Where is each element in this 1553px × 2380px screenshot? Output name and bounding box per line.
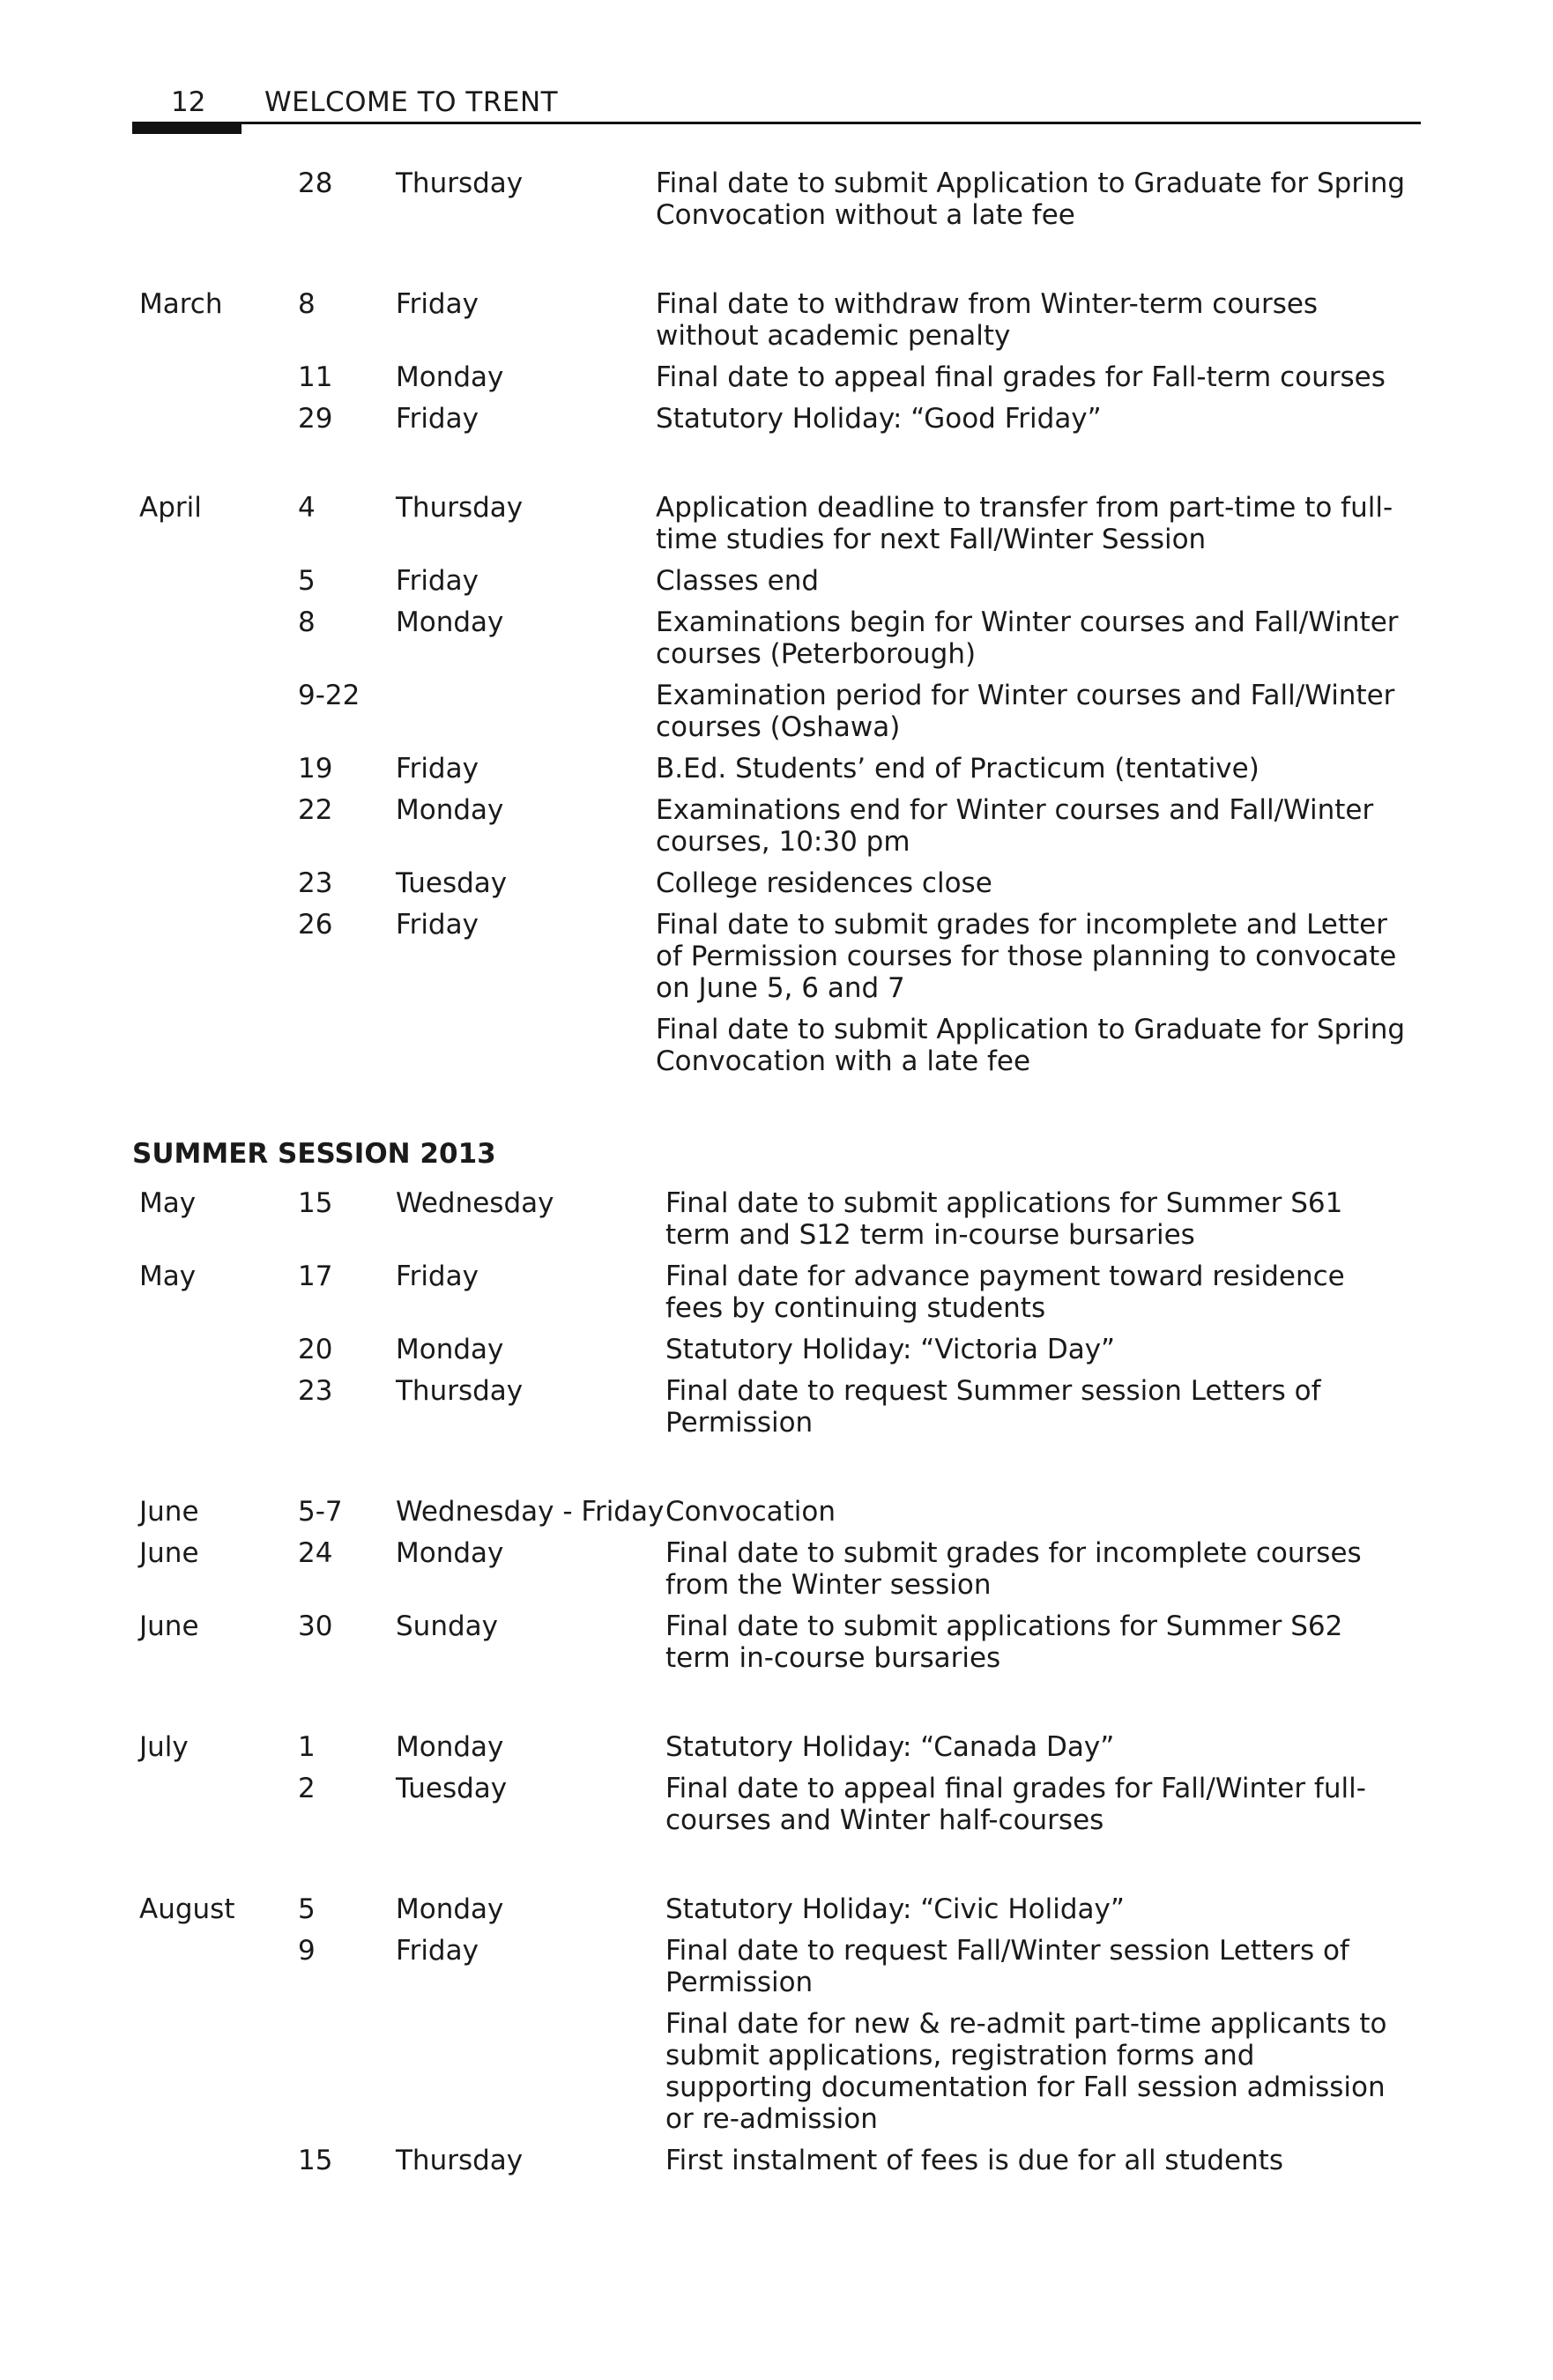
date-day: 11 [298,361,333,393]
date-day: 2 [298,1773,316,1804]
date-month: August [139,1893,235,1925]
date-month: April [139,492,202,524]
date-month [132,1014,298,1077]
date-month: March [139,288,223,320]
date-day: 23 [298,867,333,899]
date-day: 4 [298,492,316,524]
date-description: Final date to appeal final grades for Fall/Winter full-courses and Winter half-courses [665,1773,1366,1836]
date-row [132,403,1428,444]
date-row [132,753,1428,794]
date-month [132,167,298,231]
date-row [132,492,1428,565]
date-description: Final date to submit Application to Graduate for Spring Convocation with a late fee [656,1014,1406,1077]
date-row [132,680,1428,753]
date-weekday: Thursday [396,1375,524,1407]
date-month [132,753,298,785]
date-day: 9 [298,1935,316,1967]
date-weekday: Monday [396,1893,504,1925]
date-row [132,794,1428,867]
date-weekday: Thursday [396,167,524,199]
date-weekday: Monday [396,606,504,638]
date-row [132,1334,1428,1375]
date-weekday: Tuesday [396,1773,508,1804]
date-weekday: Friday [396,909,479,941]
date-day: 5-7 [298,1496,343,1528]
date-weekday: Tuesday [396,867,508,899]
date-month [132,680,298,743]
date-weekday [396,2008,665,2135]
date-row [132,2008,1428,2145]
summer-dates-table [132,1187,1428,2186]
date-row [132,167,1428,241]
date-weekday: Sunday [396,1610,498,1642]
date-month [132,403,298,435]
date-month: May [139,1187,197,1219]
date-day: 26 [298,909,333,941]
date-description: Final date to withdraw from Winter-term courses without academic penalty [656,288,1319,352]
date-weekday: Friday [396,288,479,320]
date-month [132,606,298,670]
date-description: College residences close [656,867,992,899]
date-description: Convocation [665,1496,836,1528]
date-month [132,2008,298,2135]
date-weekday [396,1014,656,1077]
date-month: June [139,1610,199,1642]
date-day: 5 [298,565,316,597]
running-title: WELCOME TO TRENT [264,86,559,118]
date-day: 8 [298,288,316,320]
date-month: June [139,1496,199,1528]
date-row [132,1014,1428,1087]
date-day: 24 [298,1537,333,1569]
date-weekday: Monday [396,794,504,826]
date-weekday: Wednesday [396,1187,554,1219]
date-day: 15 [298,1187,333,1219]
date-day: 17 [298,1261,333,1292]
date-weekday: Thursday [396,2145,524,2176]
date-description: Final date for new & re-admit part-time applicants to submit applications, registration forms and supporting documentation for Fall session admission or re-admission [665,2008,1387,2135]
header-rule-accent [132,123,241,134]
date-day: 23 [298,1375,333,1407]
date-month [132,2145,298,2176]
date-row [132,1537,1428,1610]
date-row [132,1496,1428,1537]
date-description: Final date to request Fall/Winter session Letters of Permission [665,1935,1349,1998]
date-description: Final date to submit applications for Summer S62 term in-course bursaries [665,1610,1343,1674]
date-description: Final date to submit grades for incomplete and Letter of Permission courses for those planning to convocate on June 5, 6 and 7 [656,909,1397,1004]
date-day: 22 [298,794,333,826]
date-weekday: Friday [396,753,479,785]
date-description: Statutory Holiday: “Civic Holiday” [665,1893,1125,1925]
date-description: Examinations end for Winter courses and Fall/Winter courses, 10:30 pm [656,794,1374,858]
date-description: Application deadline to transfer from part-time to full-time studies for next Fall/Winter Session [656,492,1393,555]
date-month [132,565,298,597]
date-month [132,361,298,393]
date-weekday: Monday [396,1731,504,1763]
date-description: Final date to submit Application to Graduate for Spring Convocation without a late fee [656,167,1406,231]
date-row [132,1375,1428,1448]
date-row [132,1935,1428,2008]
date-day: 29 [298,403,333,435]
date-row [132,1261,1428,1334]
section-heading: SUMMER SESSION 2013 [132,1138,496,1170]
date-row [132,606,1428,680]
date-row [132,565,1428,606]
date-description: Examination period for Winter courses and Fall/Winter courses (Oshawa) [656,680,1395,743]
date-row [132,288,1428,361]
page-number: 12 [171,86,206,118]
date-row [132,909,1428,1014]
date-description: Final date to appeal final grades for Fall-term courses [656,361,1386,393]
date-day: 30 [298,1610,333,1642]
date-weekday [396,680,656,743]
date-day: 5 [298,1893,316,1925]
date-row [132,867,1428,909]
date-month [132,1773,298,1836]
date-weekday: Monday [396,1537,504,1569]
date-description: Classes end [656,565,820,597]
date-day: 1 [298,1731,316,1763]
date-description: Statutory Holiday: “Victoria Day” [665,1334,1116,1365]
date-description: Final date to request Summer session Letters of Permission [665,1375,1321,1439]
date-weekday: Thursday [396,492,524,524]
date-row [132,361,1428,403]
date-weekday: Monday [396,361,504,393]
date-month: July [139,1731,189,1763]
date-weekday: Friday [396,1935,479,1967]
date-description: B.Ed. Students’ end of Practicum (tentative) [656,753,1259,785]
date-month [132,794,298,858]
date-description: First instalment of fees is due for all students [665,2145,1284,2176]
date-month: May [139,1261,197,1292]
page-header [132,0,1421,132]
date-row [132,1773,1428,1846]
calendar-content [132,167,1428,2186]
date-month [132,1375,298,1439]
date-weekday: Monday [396,1334,504,1365]
date-day: 19 [298,753,333,785]
date-description: Statutory Holiday: “Canada Day” [665,1731,1115,1763]
date-weekday: Wednesday - Friday [396,1496,665,1528]
date-row [132,2145,1428,2186]
date-description: Final date for advance payment toward residence fees by continuing students [665,1261,1345,1324]
date-day [298,1014,396,1077]
date-month [132,867,298,899]
date-weekday: Friday [396,403,479,435]
date-day [298,2008,396,2135]
date-day: 15 [298,2145,333,2176]
date-day: 8 [298,606,316,638]
date-day: 28 [298,167,333,199]
date-description: Examinations begin for Winter courses and Fall/Winter courses (Peterborough) [656,606,1399,670]
date-month [132,1334,298,1365]
date-row [132,1610,1428,1684]
header-rule [132,122,1421,124]
date-day: 9-22 [298,680,360,711]
date-row [132,1731,1428,1773]
date-weekday: Friday [396,1261,479,1292]
date-description: Final date to submit grades for incomplete courses from the Winter session [665,1537,1362,1601]
winter-dates-table [132,167,1428,1087]
date-month: June [139,1537,199,1569]
date-description: Statutory Holiday: “Good Friday” [656,403,1102,435]
date-row [132,1893,1428,1935]
date-description: Final date to submit applications for Summer S61 term and S12 term in-course bursaries [665,1187,1343,1251]
date-month [132,1935,298,1998]
date-month [132,909,298,1004]
date-row [132,1187,1428,1261]
date-day: 20 [298,1334,333,1365]
date-weekday: Friday [396,565,479,597]
